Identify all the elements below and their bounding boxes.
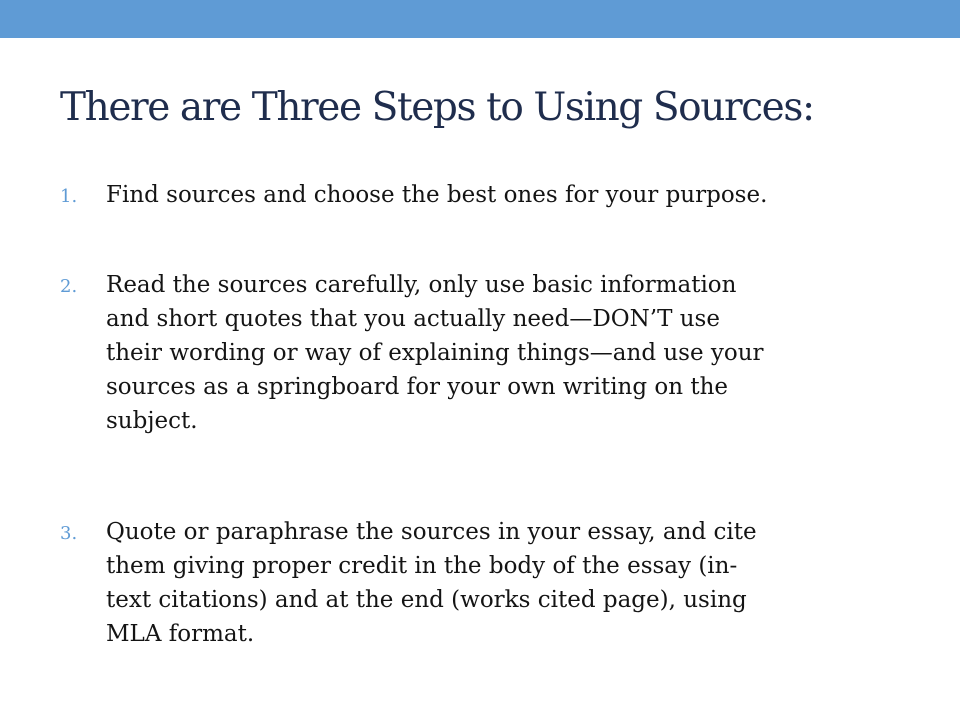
- top-accent-bar: [0, 0, 960, 38]
- step-text-line: them giving proper credit in the body of the essay (in-: [106, 553, 738, 579]
- step-number: 3.: [60, 523, 78, 544]
- step-text-line: Read the sources carefully, only use basic information: [106, 272, 737, 298]
- step-number: 1.: [60, 186, 78, 207]
- step-text-line: text citations) and at the end (works cited page), using: [106, 587, 747, 613]
- step-text-line: MLA format.: [106, 621, 255, 647]
- step-text-line: and short quotes that you actually need—DON’T use: [106, 306, 720, 332]
- step-text-line: Find sources and choose the best ones for your purpose.: [106, 182, 768, 208]
- step-text-line: sources as a springboard for your own writing on the: [106, 374, 729, 400]
- slide-title: There are Three Steps to Using Sources:: [60, 85, 814, 130]
- step-text: [106, 515, 896, 651]
- step-text-line: Quote or paraphrase the sources in your essay, and cite: [106, 519, 757, 545]
- step-text-line: their wording or way of explaining things—and use your: [106, 340, 764, 366]
- step-text-line: subject.: [106, 408, 198, 434]
- step-text: [106, 268, 896, 438]
- step-number: 2.: [60, 276, 78, 297]
- step-text: [106, 178, 896, 212]
